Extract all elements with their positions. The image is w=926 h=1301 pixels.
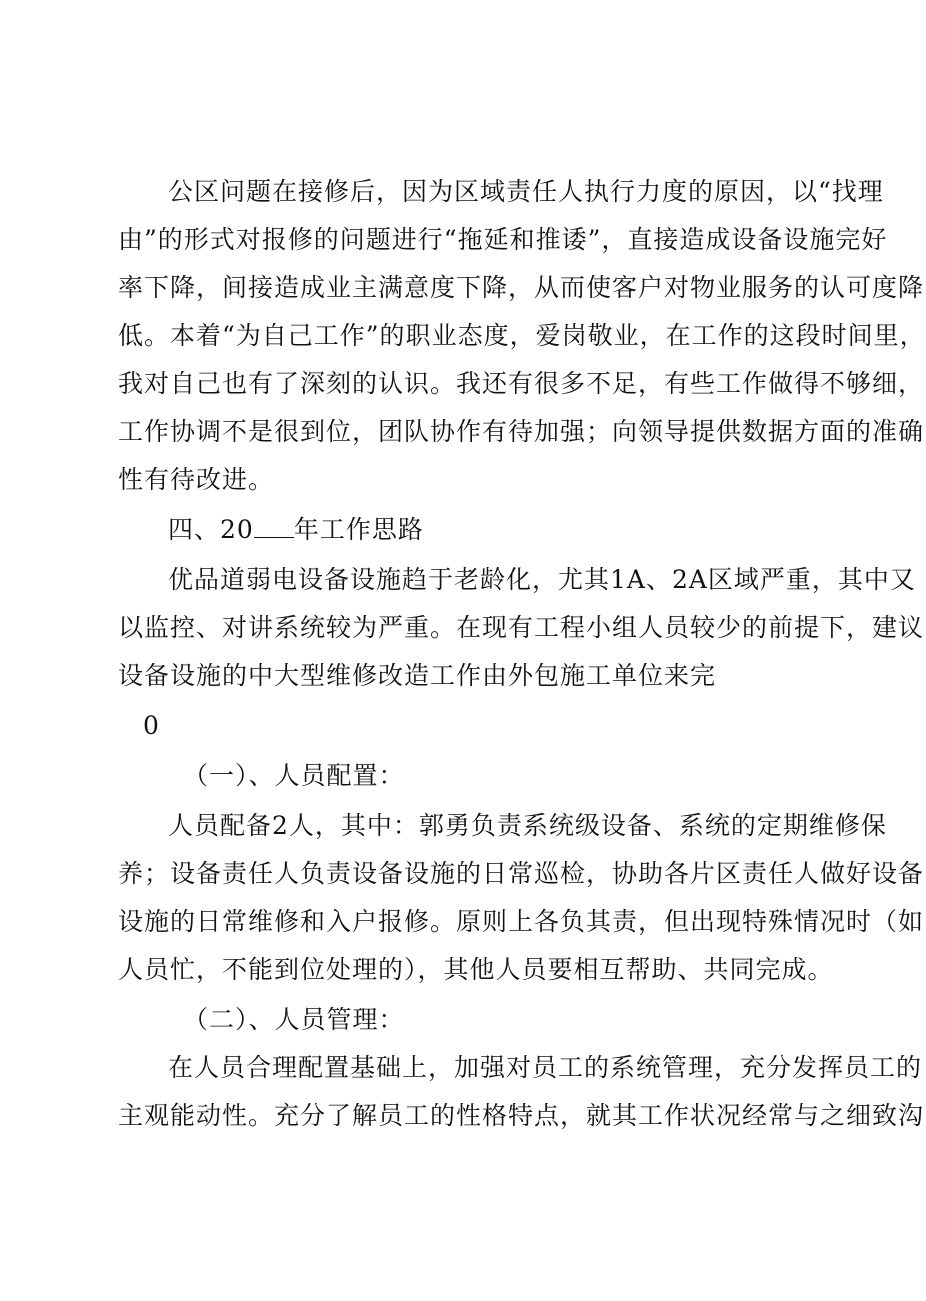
paragraph-line: 由”的形式对报修的问题进行“拖延和推诿”，直接造成设备设施完好 bbox=[118, 225, 888, 254]
section-heading-prefix: 四、20 bbox=[168, 515, 254, 544]
paragraph-line: 低。本着“为自己工作”的职业态度，爱岗敬业，在工作的这段时间里， bbox=[118, 321, 926, 350]
section-heading bbox=[168, 514, 888, 546]
paragraph-line: 我对自己也有了深刻的认识。我还有很多不足，有些工作做得不够细， bbox=[118, 369, 925, 398]
section-heading-suffix: 年工作思路 bbox=[293, 515, 424, 544]
paragraph-line: 在人员合理配置基础上，加强对员工的系统管理，充分发挥员工的 bbox=[168, 1053, 923, 1082]
paragraph-line: 养；设备责任人负责设备设施的日常巡检，协助各片区责任人做好设备 bbox=[118, 859, 925, 888]
paragraph-line: 公区问题在接修后，因为区域责任人执行力度的原因，以“找理 bbox=[168, 177, 884, 206]
subheading-staffing: （一）、人员配置： bbox=[183, 761, 405, 790]
paragraph-line: 优品道弱电设备设施趋于老龄化，尤其1A、2A区域严重，其中又 bbox=[168, 565, 916, 594]
paragraph-line: 人员忙，不能到位处理的），其他人员要相互帮助、共同完成。 bbox=[118, 955, 834, 984]
paragraph-line: 主观能动性。充分了解员工的性格特点，就其工作状况经常与之细致沟 bbox=[118, 1101, 925, 1130]
paragraph-line: 以监控、对讲系统较为严重。在现有工程小组人员较少的前提下，建议 bbox=[118, 613, 925, 642]
paragraph-line: 人员配备2人，其中：郭勇负责系统级设备、系统的定期维修保 bbox=[168, 811, 887, 840]
paragraph-line: 性有待改进。 bbox=[118, 465, 275, 494]
paragraph-line: 率下降，间接造成业主满意度下降，从而使客户对物业服务的认可度降 bbox=[118, 273, 925, 302]
stray-character: 0 bbox=[143, 711, 160, 740]
paragraph-line: 设备设施的中大型维修改造工作由外包施工单位来完 bbox=[118, 661, 717, 690]
subheading-management: （二）、人员管理： bbox=[183, 1005, 405, 1034]
paragraph-line: 工作协调不是很到位，团队协作有待加强；向领导提供数据方面的准确 bbox=[118, 417, 925, 446]
blank-underline bbox=[254, 515, 294, 538]
paragraph-line: 设施的日常维修和入户报修。原则上各负其责，但出现特殊情况时（如 bbox=[118, 907, 925, 936]
